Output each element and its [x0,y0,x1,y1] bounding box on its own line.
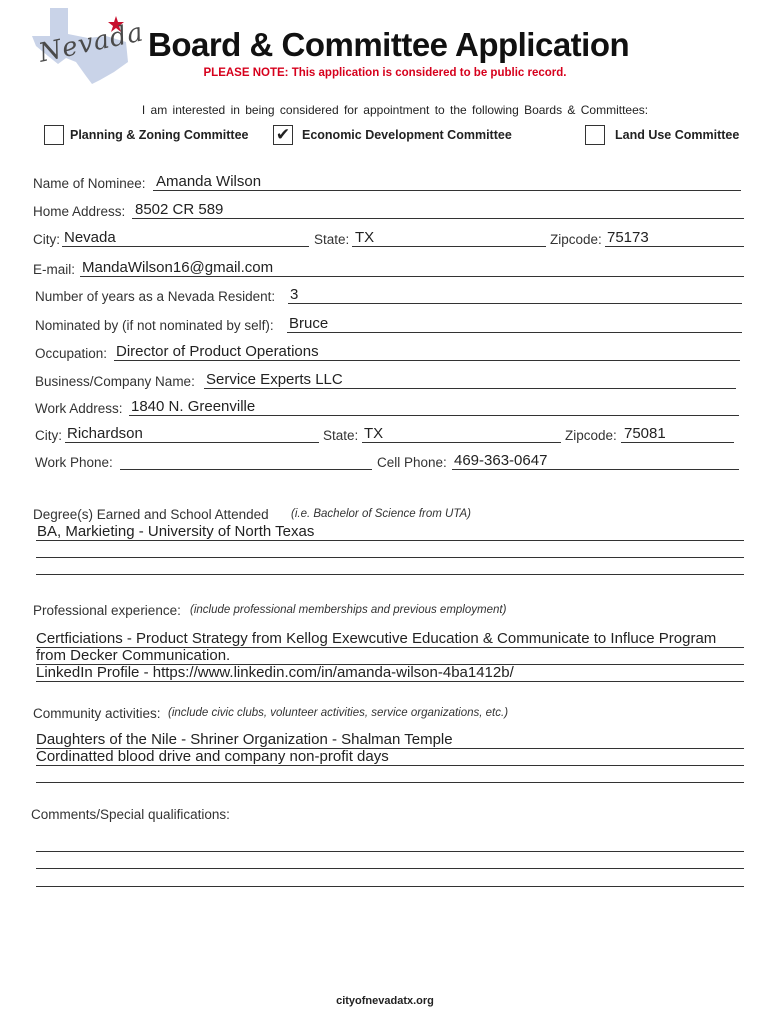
work-zip-line [621,442,734,443]
community-hint: (include civic clubs, volunteer activities, service organizations, etc.) [168,707,509,719]
nominee-value[interactable]: Amanda Wilson [156,173,262,190]
comments-line-3 [36,886,744,887]
work-state-line [362,442,561,443]
home-address-value[interactable]: 8502 CR 589 [135,201,224,218]
comments-line-1 [36,851,744,852]
degrees-value-1[interactable]: BA, Markieting - University of North Texas [37,523,315,540]
degrees-hint: (i.e. Bachelor of Science from UTA) [291,508,472,520]
experience-line-3 [36,681,744,682]
nominee-label: Name of Nominee: [33,176,146,191]
home-city-line [62,246,309,247]
company-label: Business/Company Name: [35,374,195,389]
cell-phone-value[interactable]: 469-363-0647 [454,452,548,469]
home-state-line [352,246,546,247]
cell-phone-label: Cell Phone: [377,455,447,470]
work-address-value[interactable]: 1840 N. Greenville [131,398,256,415]
community-line-2 [36,765,744,766]
occupation-line [114,360,740,361]
experience-value-1[interactable]: Certficiations - Product Strategy from Kellog Exewcutive Education & Communicate to Influce Program [36,630,717,647]
experience-hint: (include professional memberships and previous employment) [190,604,507,616]
work-state-value[interactable]: TX [364,425,384,442]
experience-value-3[interactable]: LinkedIn Profile - https://www.linkedin.com/in/amanda-wilson-4ba1412b/ [36,664,514,681]
home-city-value[interactable]: Nevada [64,229,116,246]
comments-line-2 [36,868,744,869]
work-zip-label: Zipcode: [565,428,617,443]
home-zip-label: Zipcode: [550,232,602,247]
community-label: Community activities: [33,706,161,721]
cell-phone-line [452,469,739,470]
nominee-line [153,190,741,191]
work-phone-label: Work Phone: [35,455,113,470]
checkmark-icon: ✔ [275,125,291,144]
occupation-value[interactable]: Director of Product Operations [116,343,319,360]
work-address-line [129,415,739,416]
planning-zoning-checkbox[interactable] [44,125,64,145]
experience-value-2[interactable]: from Decker Communication. [36,647,231,664]
land-use-checkbox[interactable] [585,125,605,145]
email-label: E-mail: [33,262,76,277]
home-city-label: City: [33,232,60,247]
degrees-line-1 [36,540,744,541]
home-state-value[interactable]: TX [355,229,375,246]
work-state-label: State: [323,428,359,443]
work-city-label: City: [35,428,62,443]
home-zip-value[interactable]: 75173 [607,229,649,246]
company-line [204,388,736,389]
page-title: Board & Committee Application [148,26,630,63]
work-city-value[interactable]: Richardson [67,425,143,442]
degrees-line-2 [36,557,744,558]
experience-label: Professional experience: [33,603,181,618]
degrees-line-3 [36,574,744,575]
work-phone-line [120,469,372,470]
committees-intro: I am interested in being considered for appointment to the following Boards & Committees: [141,103,649,117]
home-zip-line [605,246,744,247]
years-resident-value[interactable]: 3 [290,286,299,303]
work-address-label: Work Address: [35,401,123,416]
company-value[interactable]: Service Experts LLC [206,371,343,388]
occupation-label: Occupation: [35,346,108,361]
footer-website: cityofnevadatx.org [336,995,434,1007]
nominated-by-label: Nominated by (if not nominated by self): [35,318,274,333]
comments-label: Comments/Special qualifications: [31,807,230,822]
planning-zoning-label: Planning & Zoning Committee [70,128,249,142]
years-resident-label: Number of years as a Nevada Resident: [35,289,276,304]
public-record-note: PLEASE NOTE: This application is considered to be public record. [203,67,567,79]
email-value[interactable]: MandaWilson16@gmail.com [82,259,274,276]
degrees-label: Degree(s) Earned and School Attended [33,507,269,522]
logo-text: Nevada [36,17,147,69]
community-value-1[interactable]: Daughters of the Nile - Shriner Organization - Shalman Temple [36,731,453,748]
home-address-label: Home Address: [33,204,126,219]
nominated-by-line [287,332,742,333]
nominated-by-value[interactable]: Bruce [289,315,329,332]
economic-development-label: Economic Development Committee [302,128,512,142]
home-address-line [132,218,744,219]
home-state-label: State: [314,232,350,247]
email-line [80,276,744,277]
community-value-2[interactable]: Cordinatted blood drive and company non-profit days [36,748,389,765]
economic-development-checkbox[interactable] [273,125,293,145]
work-city-line [65,442,319,443]
work-zip-value[interactable]: 75081 [624,425,666,442]
land-use-label: Land Use Committee [615,128,740,142]
community-line-3 [36,782,744,783]
years-resident-line [288,303,742,304]
